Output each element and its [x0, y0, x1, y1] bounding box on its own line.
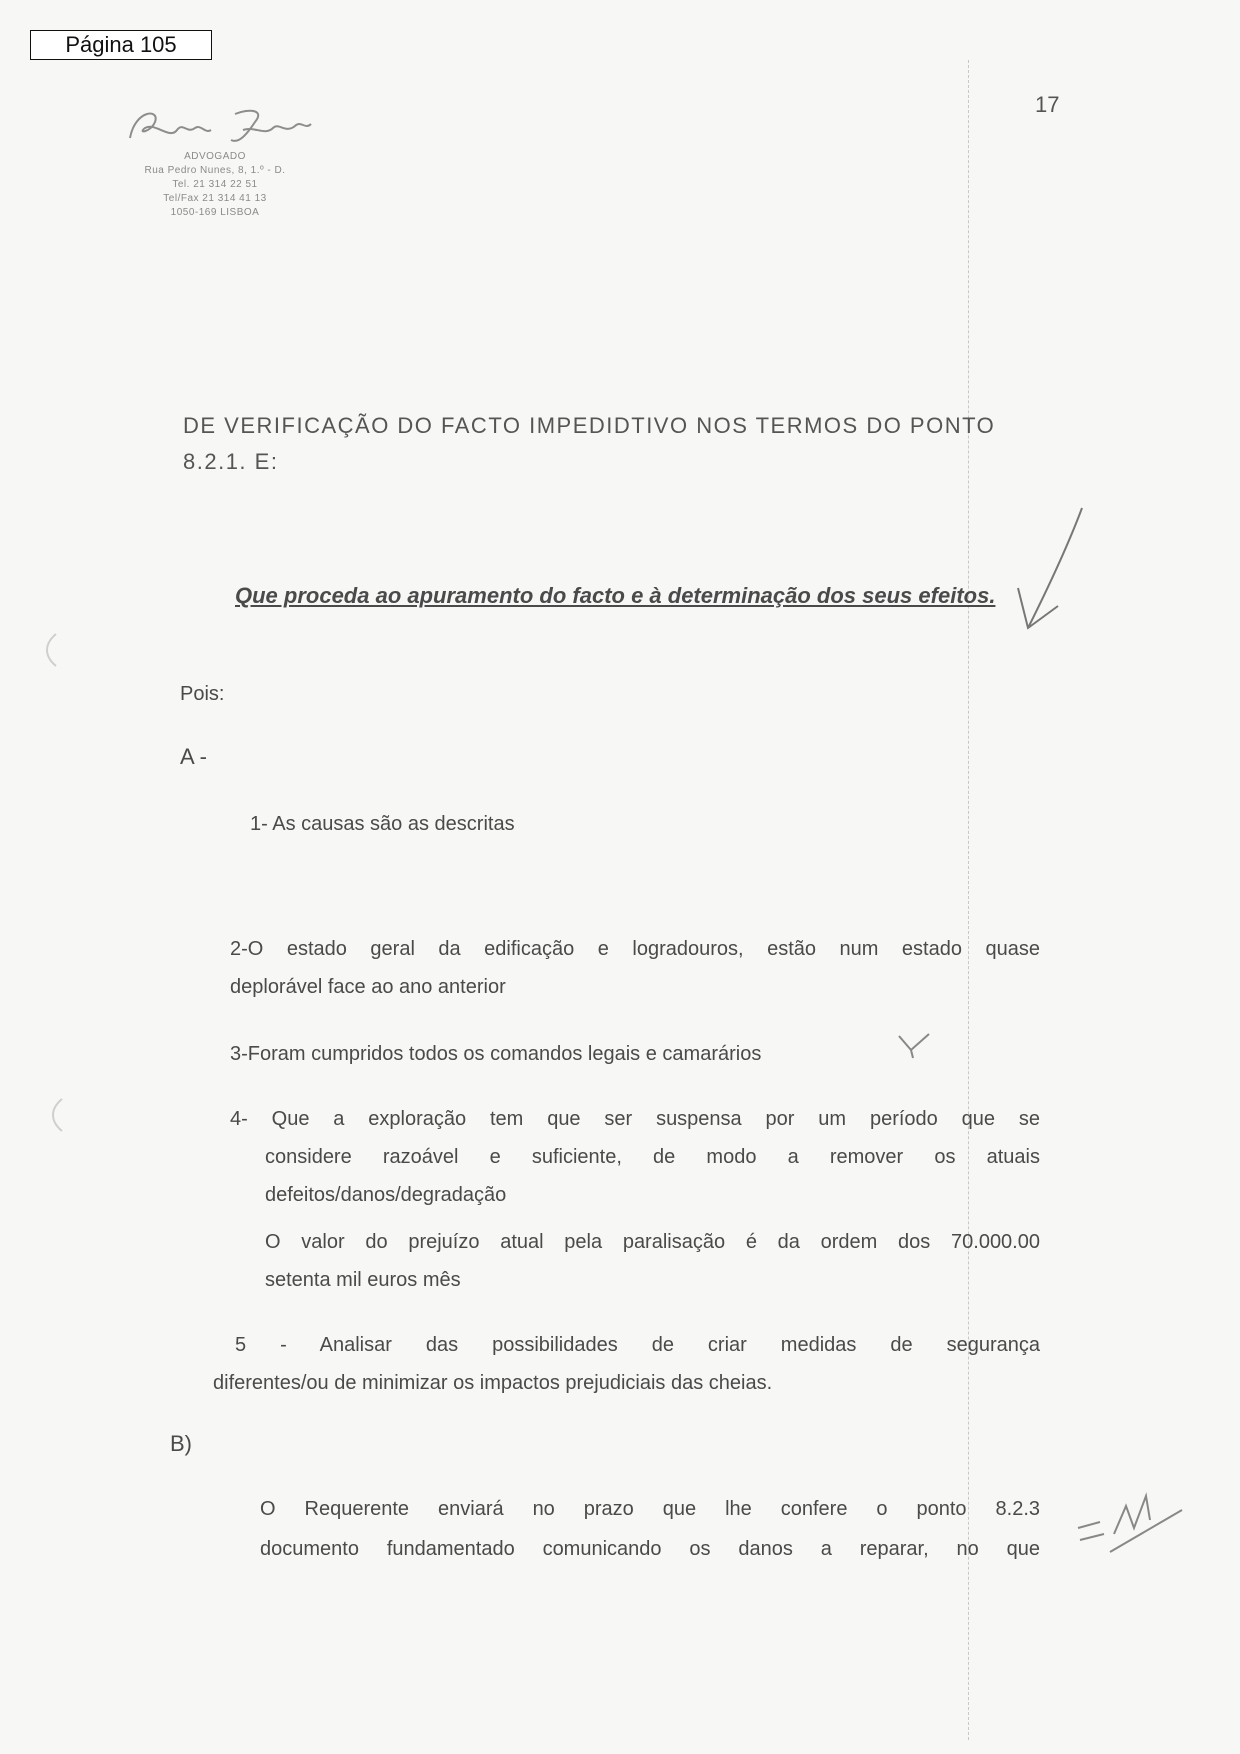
letterhead-line: Tel/Fax 21 314 41 13 — [163, 193, 267, 204]
signature-logo — [115, 100, 315, 150]
pois-label: Pois: — [180, 683, 225, 705]
section-b-label: B) — [170, 1431, 192, 1456]
fold-line — [968, 60, 969, 1740]
item-2-line-1: 2-O estado geral da edificação e logradouros, estão num estado quase — [230, 938, 1040, 960]
item-4-line-2: considere razoável e suficiente, de modo a remover os atuais — [265, 1146, 1040, 1168]
letterhead — [105, 100, 325, 220]
checkmark-annotation-icon — [895, 1030, 935, 1060]
initials-annotation-icon — [1070, 1488, 1190, 1558]
margin-bracket — [40, 630, 60, 670]
letterhead-line: Rua Pedro Nunes, 8, 1.º - D. — [144, 165, 286, 176]
request-heading: Que proceda ao apuramento do facto e à determinação dos seus efeitos. — [235, 583, 996, 608]
margin-bracket — [46, 1095, 66, 1135]
item-4-value-line-1: O valor do prejuízo atual pela paralisação é da ordem dos 70.000.00 — [265, 1231, 1040, 1253]
letterhead-line: Tel. 21 314 22 51 — [172, 179, 258, 190]
item-3: 3-Foram cumpridos todos os comandos legais e camarários — [230, 1043, 762, 1065]
item-5-line-2: diferentes/ou de minimizar os impactos prejudiciais das cheias. — [213, 1372, 773, 1394]
item-4-line-3: defeitos/danos/degradação — [265, 1184, 507, 1206]
section-b-line-2: documento fundamentado comunicando os danos a reparar, no que — [260, 1538, 1040, 1560]
section-a-label: A - — [180, 744, 207, 769]
item-1: 1- As causas são as descritas — [250, 813, 515, 835]
section-title: DE VERIFICAÇÃO DO FACTO IMPEDIDTIVO NOS TERMOS DO PONTO 8.2.1. E: — [183, 413, 996, 474]
letterhead-line: 1050-169 LISBOA — [170, 207, 260, 218]
item-4-line-1: 4- Que a exploração tem que ser suspensa por um período que se — [230, 1108, 1040, 1130]
arrow-annotation-icon — [1010, 500, 1100, 640]
item-2-line-2: deplorável face ao ano anterior — [230, 976, 506, 998]
page-label: Página 105 — [30, 30, 212, 60]
item-4-value-line-2: setenta mil euros mês — [265, 1269, 461, 1291]
item-5-line-1: 5 - Analisar das possibilidades de criar medidas de segurança — [235, 1334, 1040, 1356]
letterhead-line: ADVOGADO — [184, 151, 246, 162]
page-number: 17 — [1035, 92, 1060, 117]
section-b-line-1: O Requerente enviará no prazo que lhe confere o ponto 8.2.3 — [260, 1498, 1040, 1520]
